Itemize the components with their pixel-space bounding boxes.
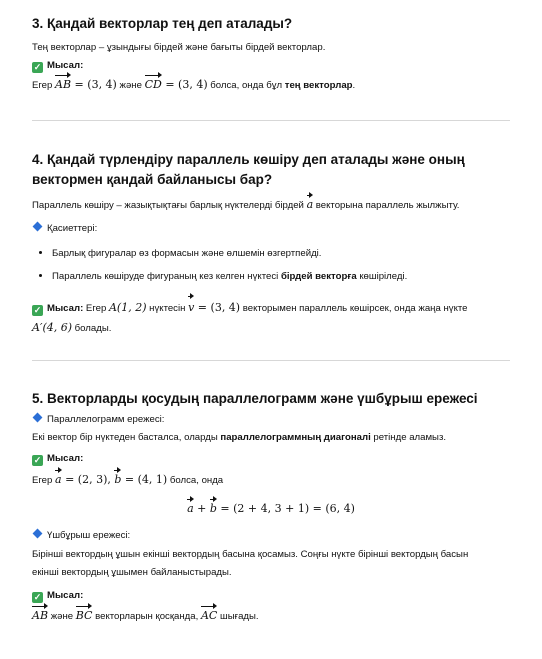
example-label-row xyxy=(32,58,510,74)
example-label-row xyxy=(32,451,510,467)
rule1-text xyxy=(32,430,510,446)
vector-a-value: = (2, 3), xyxy=(61,473,115,486)
definition-text: – жазықтықтағы барлық нүктелерді бірдей xyxy=(113,200,307,211)
example-text: векторларын қосқанда, xyxy=(92,611,201,622)
list-item: • Барлық фигуралар өз формасын және өлшемін өзгертпейді. xyxy=(52,242,510,265)
example-text: болады. xyxy=(72,323,112,334)
list-item-text: Параллель көшіруде фигураның кез келген нүктесі xyxy=(52,271,281,282)
blue-diamond-icon xyxy=(33,413,43,423)
blue-diamond-icon xyxy=(33,529,43,539)
vector-a: a xyxy=(55,473,62,486)
example-text: векторымен параллель көшірсек, онда жаңа нүкте xyxy=(240,303,468,314)
definition-term: Тең векторлар xyxy=(32,42,97,53)
vector-b-value: = (4, 1) xyxy=(121,473,168,486)
section-3-example xyxy=(32,77,510,94)
section-4-title-line2: вектормен қандай байланысы бар? xyxy=(32,172,273,187)
section-4-definition xyxy=(32,197,510,214)
vector-bc: BC xyxy=(75,609,93,622)
rule-label: Үшбұрыш ережесі: xyxy=(47,530,131,541)
vector-a: a xyxy=(187,502,194,515)
section-5-title: 5. Векторларды қосудың параллелограмм және үшбұрыш ережесі xyxy=(32,391,478,406)
example-text: шығады. xyxy=(217,611,259,622)
properties-list xyxy=(32,242,510,288)
point-a-prime: A′(4, 6) xyxy=(32,321,73,334)
vector-cd: CD xyxy=(144,78,162,91)
example-label-row xyxy=(32,588,510,604)
example-text: нүктесін xyxy=(146,303,189,314)
formula-result: = (2 + 4, 3 + 1) = (6, 4) xyxy=(216,502,355,515)
example-text: . xyxy=(352,80,356,91)
vector-b: b xyxy=(114,473,122,486)
vector-ab-value: = (3, 4) xyxy=(71,78,117,91)
section-3-definition xyxy=(32,40,510,56)
vector-b: b xyxy=(209,502,217,515)
example-label: Мысал: xyxy=(47,303,84,314)
vector-ab: AB xyxy=(55,78,72,91)
list-item-bold: бірдей векторға xyxy=(280,271,357,282)
vector-ac: AC xyxy=(200,609,218,622)
check-mark-icon: ✓ xyxy=(33,455,42,465)
rule2-label-row xyxy=(32,528,510,544)
check-mark-icon: ✓ xyxy=(33,305,42,315)
rule-text: ретінде аламыз. xyxy=(370,432,447,443)
divider xyxy=(32,360,510,361)
vector-ab: AB xyxy=(32,609,49,622)
example-text: болса, онда xyxy=(167,475,224,486)
example-text: Егер xyxy=(32,80,56,91)
rule-text: Екі вектор бір нүктеден басталса, оларды xyxy=(32,432,221,443)
section-5-example-2 xyxy=(32,608,510,625)
rule1-label-row xyxy=(32,412,510,428)
rule-text: екінші вектордың ұшымен байланыстырады. xyxy=(32,567,232,578)
example-text: Егер xyxy=(83,303,109,314)
section-4-example xyxy=(32,298,510,338)
example-label: Мысал: xyxy=(47,453,84,464)
example-label: Мысал: xyxy=(47,590,84,601)
vector-v: v xyxy=(188,298,194,317)
section-4-title-line1: 4. Қандай түрлендіру параллель көшіру деп аталады және оның xyxy=(32,152,465,167)
rule-label: Параллелограмм ережесі: xyxy=(47,414,165,425)
rule-text: Бірінші вектордың ұшын екінші вектордың басына қосамыз. Соңғы нүкте бірінші вектордың басын xyxy=(32,549,469,560)
section-3-title: 3. Қандай векторлар тең деп аталады? xyxy=(32,16,293,31)
example-bold: тең векторлар xyxy=(284,80,353,91)
check-mark-icon: ✓ xyxy=(33,62,42,72)
example-text: және xyxy=(116,80,145,91)
check-mark-icon: ✓ xyxy=(33,592,42,602)
definition-text: векторына параллель жылжыту. xyxy=(313,200,460,211)
definition-text: – ұзындығы бірдей және бағыты бірдей векторлар. xyxy=(96,42,326,53)
divider xyxy=(32,120,510,121)
vector-cd-value: = (3, 4) xyxy=(161,78,208,91)
rule2-text xyxy=(32,546,510,582)
rule-text-bold: параллелограммның диагоналі xyxy=(220,432,371,443)
formula-operator: + xyxy=(193,502,210,515)
example-label: Мысал: xyxy=(47,60,84,71)
example-text: Егер xyxy=(32,475,56,486)
example-text: және xyxy=(48,611,76,622)
point-a: A(1, 2) xyxy=(108,301,147,314)
list-item xyxy=(52,265,510,288)
example-text: болса, онда бұл xyxy=(207,80,285,91)
definition-term: Параллель көшіру xyxy=(32,200,114,211)
sum-formula xyxy=(32,501,510,518)
blue-diamond-icon xyxy=(33,222,43,232)
section-4-title xyxy=(32,150,510,190)
vector-a: a xyxy=(306,198,314,211)
vector-v-value: = (3, 4) xyxy=(194,301,241,314)
section-5-example-1 xyxy=(32,472,510,489)
properties-label: Қасиеттері: xyxy=(47,223,98,234)
properties-label-row xyxy=(32,221,510,237)
list-item-text: көшіріледі. xyxy=(356,271,408,282)
